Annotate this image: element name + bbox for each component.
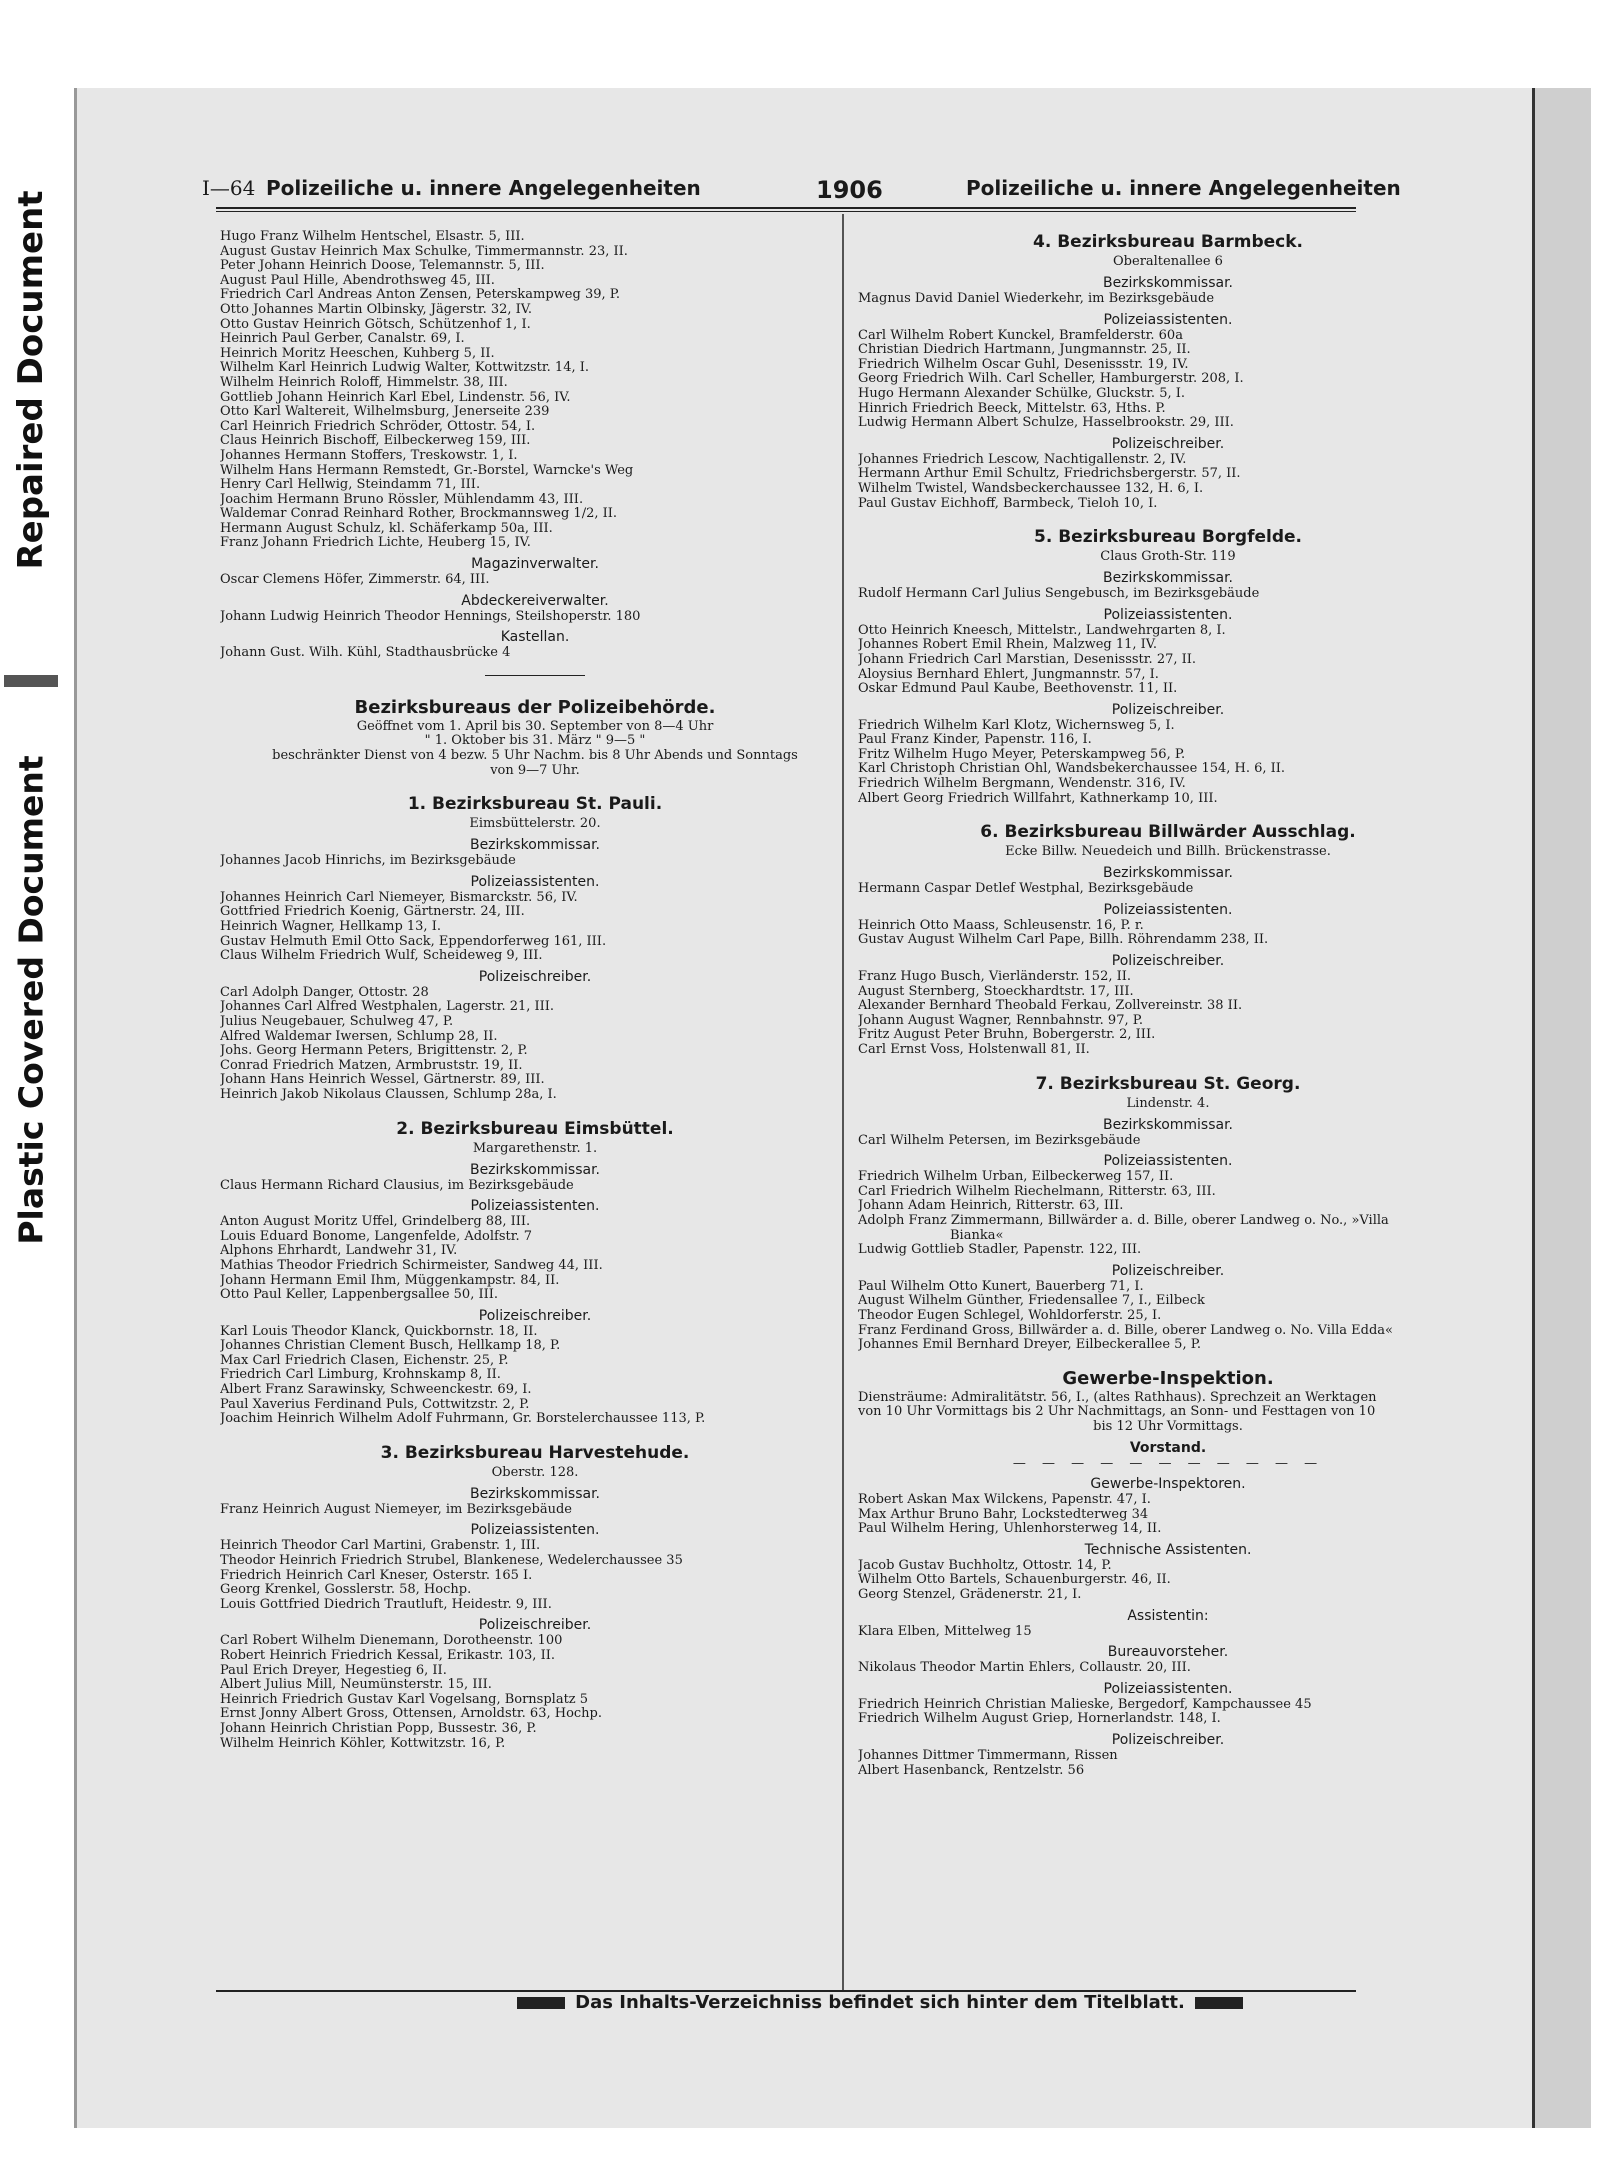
list-item: Carl Ernst Voss, Holstenwall 81, II. xyxy=(858,1043,1090,1057)
list-item: Franz Johann Friedrich Lichte, Heuberg 15, IV. xyxy=(220,536,531,551)
list-item: Johann August Wagner, Rennbahnstr. 97, P. xyxy=(858,1013,1143,1028)
list-item: Fritz Wilhelm Hugo Meyer, Peterskampweg 56, P. xyxy=(858,747,1186,762)
list-item: Georg Friedrich Wilh. Carl Scheller, Hamburgerstr. 208, I. xyxy=(858,372,1244,387)
list-item: Friedrich Wilhelm Karl Klotz, Wichernsweg 5, I. xyxy=(858,718,1175,733)
kommissar-heading: Bezirkskommissar. xyxy=(1102,275,1234,291)
page-header xyxy=(196,176,1401,206)
list-item: Friedrich Carl Limburg, Krohnskamp 8, II. xyxy=(220,1368,501,1383)
list-item: Hermann Caspar Detlef Westphal, Bezirksgebäude xyxy=(858,882,1194,897)
right-column xyxy=(858,230,1478,2000)
bureau-5-address: Claus Groth-Str. 119 xyxy=(1100,549,1236,565)
list-item: Wilhelm Hans Hermann Remstedt, Gr.-Borstel, Warncke's Weg xyxy=(220,463,634,478)
list-item: Friedrich Heinrich Carl Kneser, Osterstr. 165 I. xyxy=(220,1568,533,1583)
bureau-2-title: 2. Bezirksbureau Eimsbüttel. xyxy=(396,1118,674,1139)
pointing-hand-icon xyxy=(1195,1997,1243,2009)
bureau-2-address: Margarethenstr. 1. xyxy=(472,1140,598,1156)
list-item: Friedrich Wilhelm Bergmann, Wendenstr. 316, IV. xyxy=(858,777,1186,792)
list-item: Franz Heinrich August Niemeyer, im Bezirksgebäude xyxy=(220,1502,572,1517)
list-item: Johann Gust. Wilh. Kühl, Stadthausbrücke 4 xyxy=(220,646,511,661)
list-item: Johann Adam Heinrich, Ritterstr. 63, III. xyxy=(858,1199,1124,1214)
list-item: Paul Gustav Eichhoff, Barmbeck, Tieloh 10, I. xyxy=(858,496,1158,511)
list-item: Franz Ferdinand Gross, Billwärder a. d. Bille, oberer Landweg o. No. Villa Edda« xyxy=(858,1323,1393,1338)
list-item: Paul Xaverius Ferdinand Puls, Cottwitzstr. 2, P. xyxy=(220,1397,530,1412)
schreiber-heading: Polizeischreiber. xyxy=(478,1617,592,1634)
list-item: Wilhelm Heinrich Roloff, Himmelstr. 38, III. xyxy=(220,375,508,390)
list-item: Max Carl Friedrich Clasen, Eichenstr. 25, P. xyxy=(220,1353,509,1368)
assist-heading: Polizeiassistenten. xyxy=(1103,1680,1233,1697)
list-item: Karl Louis Theodor Klanck, Quickbornstr. 18, II. xyxy=(220,1324,538,1339)
list-item: Aloysius Bernhard Ehlert, Jungmannstr. 57, I. xyxy=(858,667,1159,682)
pointing-hand-icon xyxy=(517,1997,565,2009)
assist-heading: Polizeiassistenten. xyxy=(470,1198,600,1215)
list-item: Magnus David Daniel Wiederkehr, im Bezirksgebäude xyxy=(858,292,1215,306)
inspektoren-heading: Gewerbe-Inspektoren. xyxy=(1090,1476,1246,1493)
bezirk-title: Bezirksbureaus der Polizeibehörde. xyxy=(354,696,716,718)
year: 1906 xyxy=(816,176,883,204)
section-divider xyxy=(485,675,585,676)
list-item: Louis Eduard Bonome, Langenfelde, Adolfstr. 7 xyxy=(220,1229,533,1244)
bureau-6-title: 6. Bezirksbureau Billwärder Ausschlag. xyxy=(980,822,1356,843)
list-item: August Wilhelm Günther, Friedensallee 7, I., Eilbeck xyxy=(858,1294,1205,1309)
list-item: Otto Paul Keller, Lappenbergsallee 50, III. xyxy=(220,1288,499,1303)
list-item: Julius Neugebauer, Schulweg 47, P. xyxy=(220,1014,454,1029)
right-running-title: Polizeiliche u. innere Angelegenheiten xyxy=(966,176,1401,200)
list-item: Henry Carl Hellwig, Steindamm 71, III. xyxy=(220,478,481,493)
list-item: Gottfried Friedrich Koenig, Gärtnerstr. 24, III. xyxy=(220,905,525,920)
kastellan-heading: Kastellan. xyxy=(500,629,570,646)
bureau-3-address: Oberstr. 128. xyxy=(491,1464,579,1480)
abdecker-heading: Abdeckereiverwalter. xyxy=(461,592,609,609)
list-item: Hugo Hermann Alexander Schülke, Gluckstr. 5, I. xyxy=(858,386,1185,401)
list-item: Wilhelm Heinrich Köhler, Kottwitzstr. 16, P. xyxy=(220,1736,506,1751)
list-item: Max Arthur Bruno Bahr, Lockstedterweg 34 xyxy=(858,1507,1149,1522)
list-item: Ludwig Hermann Albert Schulze, Hasselbrookstr. 29, III. xyxy=(858,416,1234,431)
list-item: Friedrich Heinrich Christian Malieske, Bergedorf, Kampchaussee 45 xyxy=(858,1697,1312,1712)
list-item: Theodor Heinrich Friedrich Strubel, Blankenese, Wedelerchaussee 35 xyxy=(220,1554,683,1569)
list-item: Carl Friedrich Wilhelm Riechelmann, Ritterstr. 63, III. xyxy=(858,1184,1216,1199)
list-item: Paul Wilhelm Hering, Uhlenhorsterweg 14, II. xyxy=(858,1522,1162,1537)
list-item: Johs. Georg Hermann Peters, Brigittenstr. 2, P. xyxy=(220,1044,528,1059)
list-item: Wilhelm Otto Bartels, Schauenburgerstr. 46, II. xyxy=(858,1573,1171,1588)
list-item: Friedrich Wilhelm Urban, Eilbeckerweg 157, II. xyxy=(858,1170,1174,1185)
list-item: Alexander Bernhard Theobald Ferkau, Zollvereinstr. 38 II. xyxy=(858,999,1243,1014)
list-item: Ludwig Gottlieb Stadler, Papenstr. 122, III. xyxy=(858,1243,1142,1258)
list-item: Friedrich Wilhelm August Griep, Hornerlandstr. 148, I. xyxy=(858,1712,1221,1727)
list-item: Georg Krenkel, Gosslerstr. 58, Hochp. xyxy=(220,1583,472,1598)
assist-heading: Polizeiassistenten. xyxy=(1103,901,1233,918)
list-item: Johannes Hermann Stoffers, Treskowstr. 1, I. xyxy=(220,448,518,463)
gewerbe-dienst: bis 12 Uhr Vormittags. xyxy=(1093,1418,1243,1434)
assist-heading: Polizeiassistenten. xyxy=(1103,311,1233,328)
list-item: Fritz August Peter Bruhn, Bobergerstr. 2, III. xyxy=(858,1028,1156,1043)
vorstand-dashes: — — — — — — — — — — — xyxy=(1012,1455,1324,1471)
list-item: Adolph Franz Zimmermann, Billwärder a. d. Bille, oberer Landweg o. No., »Villa xyxy=(858,1213,1389,1228)
schreiber-heading: Polizeischreiber. xyxy=(478,968,592,985)
kommissar-heading: Bezirkskommissar. xyxy=(469,1485,601,1502)
list-item: Mathias Theodor Friedrich Schirmeister, Sandweg 44, III. xyxy=(220,1258,603,1273)
list-item: Heinrich Theodor Carl Martini, Grabenstr. 1, III. xyxy=(220,1539,541,1554)
list-item: Hugo Franz Wilhelm Hentschel, Elsastr. 5, III. xyxy=(220,230,525,244)
list-item: Johannes Carl Alfred Westphalen, Lagerstr. 21, III. xyxy=(220,1000,555,1015)
technische-heading: Technische Assistenten. xyxy=(1084,1541,1252,1558)
list-item: Hermann Arthur Emil Schultz, Friedrichsbergerstr. 57, II. xyxy=(858,467,1241,482)
sidebar-divider xyxy=(4,675,58,687)
kommissar-heading: Bezirkskommissar. xyxy=(1102,570,1234,587)
list-item: Heinrich Jakob Nikolaus Claussen, Schlump 28a, I. xyxy=(220,1087,557,1102)
list-item: Christian Diedrich Hartmann, Jungmannstr. 25, II. xyxy=(858,343,1191,358)
list-item: Johann Hermann Emil Ihm, Müggenkampstr. 84, II. xyxy=(220,1273,560,1288)
list-item: Johann Ludwig Heinrich Theodor Hennings, Steilshoperstr. 180 xyxy=(220,609,641,624)
list-item: Otto Karl Waltereit, Wilhelmsburg, Jenerseite 239 xyxy=(220,405,550,420)
list-item: Claus Heinrich Bischoff, Eilbeckerweg 159, III. xyxy=(220,434,531,449)
list-item: Carl Robert Wilhelm Dienemann, Dorotheenstr. 100 xyxy=(220,1634,563,1649)
list-item: Bianka« xyxy=(950,1228,1004,1243)
list-item: Hermann August Schulz, kl. Schäferkamp 50a, III. xyxy=(220,521,553,536)
magazin-heading: Magazinverwalter. xyxy=(471,556,599,573)
list-item: Nikolaus Theodor Martin Ehlers, Collaustr. 20, III. xyxy=(858,1661,1191,1676)
list-item: Anton August Moritz Uffel, Grindelberg 88, III. xyxy=(220,1215,531,1230)
list-item: Carl Heinrich Friedrich Schröder, Ottostr. 54, I. xyxy=(220,419,536,434)
list-item: Johann Friedrich Carl Marstian, Desenissstr. 27, II. xyxy=(858,652,1197,667)
header-rule xyxy=(216,207,1356,209)
opening-hours: beschränkter Dienst von 4 bezw. 5 Uhr Nachm. bis 8 Uhr Abends und Sonntags xyxy=(272,748,798,764)
kommissar-heading: Bezirkskommissar. xyxy=(469,837,601,854)
schreiber-heading: Polizeischreiber. xyxy=(1111,1732,1225,1749)
list-item: Johannes Emil Bernhard Dreyer, Eilbeckerallee 5, P. xyxy=(858,1338,1201,1353)
opening-hours: von 9—7 Uhr. xyxy=(490,762,580,778)
list-item: Heinrich Moritz Heeschen, Kuhberg 5, II. xyxy=(220,346,495,361)
list-item: Paul Wilhelm Otto Kunert, Bauerberg 71, I. xyxy=(858,1279,1144,1294)
list-item: Albert Georg Friedrich Willfahrt, Kathnerkamp 10, III. xyxy=(858,791,1218,806)
bureauvorsteher-heading: Bureauvorsteher. xyxy=(1107,1644,1229,1661)
list-item: Oskar Edmund Paul Kaube, Beethovenstr. 11, II. xyxy=(858,682,1178,697)
list-item: Friedrich Carl Andreas Anton Zensen, Peterskampweg 39, P. xyxy=(220,288,620,303)
bureau-1-address: Eimsbüttelerstr. 20. xyxy=(469,816,601,832)
bureau-7-title: 7. Bezirksbureau St. Georg. xyxy=(1035,1073,1301,1094)
list-item: Heinrich Wagner, Hellkamp 13, I. xyxy=(220,920,441,934)
repaired-document-label: Repaired Document xyxy=(11,190,51,570)
header-rule-thin xyxy=(216,211,1356,212)
bureau-5-title: 5. Bezirksbureau Borgfelde. xyxy=(1034,527,1302,548)
list-item: Albert Julius Mill, Neumünsterstr. 15, III. xyxy=(220,1678,492,1693)
bureau-6-address: Ecke Billw. Neuedeich und Billh. Brückenstrasse. xyxy=(1005,844,1331,860)
list-item: Joachim Heinrich Wilhelm Adolf Fuhrmann, Gr. Borstelerchaussee 113, P. xyxy=(220,1412,706,1427)
bureau-1-title: 1. Bezirksbureau St. Pauli. xyxy=(407,794,663,815)
list-item: Gustav August Wilhelm Carl Pape, Billh. Röhrendamm 238, II. xyxy=(858,933,1269,948)
list-item: Theodor Eugen Schlegel, Wohldorferstr. 25, I. xyxy=(858,1308,1162,1323)
page-number: I—64 xyxy=(202,176,256,200)
list-item: Franz Hugo Busch, Vierländerstr. 152, II. xyxy=(858,970,1132,985)
list-item: Robert Heinrich Friedrich Kessal, Erikastr. 103, II. xyxy=(220,1649,555,1663)
left-column xyxy=(220,230,850,2000)
opening-hours: Geöffnet vom 1. April bis 30. September von 8—4 Uhr xyxy=(356,718,714,734)
intro-entries xyxy=(220,230,850,551)
footer-note xyxy=(480,1992,1280,2013)
bureau-4-title: 4. Bezirksbureau Barmbeck. xyxy=(1033,232,1303,252)
next-page-edge xyxy=(1532,88,1591,2128)
kommissar-heading: Bezirkskommissar. xyxy=(1102,865,1234,882)
assist-heading: Polizeiassistenten. xyxy=(470,1522,600,1539)
list-item: Claus Wilhelm Friedrich Wulf, Scheideweg 9, III. xyxy=(220,949,543,964)
list-item: Johannes Robert Emil Rhein, Malzweg 11, IV. xyxy=(858,638,1158,653)
list-item: August Paul Hille, Abendrothsweg 45, III. xyxy=(220,273,495,288)
kommissar-heading: Bezirkskommissar. xyxy=(469,1161,601,1178)
list-item: Georg Stenzel, Grädenerstr. 21, I. xyxy=(858,1588,1082,1603)
list-item: Johannes Jacob Hinrichs, im Bezirksgebäude xyxy=(220,854,516,869)
gewerbe-dienst: Diensträume: Admiralitätstr. 56, I., (altes Rathhaus). Sprechzeit an Werktagen xyxy=(858,1390,1377,1405)
list-item: Heinrich Otto Maass, Schleusenstr. 16, P. r. xyxy=(858,918,1144,933)
list-item: Heinrich Paul Gerber, Canalstr. 69, I. xyxy=(220,332,465,347)
list-item: Gustav Helmuth Emil Otto Sack, Eppendorferweg 161, III. xyxy=(220,934,607,949)
list-item: Karl Christoph Christian Ohl, Wandsbekerchaussee 154, H. 6, II. xyxy=(858,762,1286,777)
bureau-4-address: Oberaltenallee 6 xyxy=(1113,254,1223,269)
schreiber-heading: Polizeischreiber. xyxy=(1111,953,1225,970)
list-item: Jacob Gustav Buchholtz, Ottostr. 14, P. xyxy=(858,1558,1112,1573)
list-item: Alfred Waldemar Iwersen, Schlump 28, II. xyxy=(220,1029,498,1044)
bureau-7-address: Lindenstr. 4. xyxy=(1126,1095,1210,1111)
list-item: Johann Heinrich Christian Popp, Bussestr. 36, P. xyxy=(220,1721,537,1736)
gewerbe-dienst: von 10 Uhr Vormittags bis 2 Uhr Nachmittags, an Sonn- und Festtagen von 10 xyxy=(858,1405,1376,1420)
document-status-sidebar xyxy=(0,130,62,1245)
list-item: Otto Heinrich Kneesch, Mittelstr., Landwehrgarten 8, I. xyxy=(858,623,1226,638)
list-item: Rudolf Hermann Carl Julius Sengebusch, im Bezirksgebäude xyxy=(858,587,1260,602)
list-item: Peter Johann Heinrich Doose, Telemannstr. 5, III. xyxy=(220,259,545,274)
opening-hours: " 1. Oktober bis 31. März " 9—5 " xyxy=(424,733,646,749)
list-item: Otto Johannes Martin Olbinsky, Jägerstr. 32, IV. xyxy=(220,302,533,317)
list-item: Carl Wilhelm Robert Kunckel, Bramfelderstr. 60a xyxy=(858,328,1183,343)
schreiber-heading: Polizeischreiber. xyxy=(1111,435,1225,452)
list-item: Wilhelm Karl Heinrich Ludwig Walter, Kottwitzstr. 14, I. xyxy=(220,361,590,376)
list-item: Oscar Clemens Höfer, Zimmerstr. 64, III. xyxy=(220,573,490,588)
gewerbe-title: Gewerbe-Inspektion. xyxy=(1062,1367,1274,1389)
list-item: Carl Wilhelm Petersen, im Bezirksgebäude xyxy=(858,1133,1141,1148)
assist-heading: Polizeiassistenten. xyxy=(470,873,600,890)
bureau-3-title: 3. Bezirksbureau Harvestehude. xyxy=(380,1442,690,1463)
list-item: Waldemar Conrad Reinhard Rother, Brockmannsweg 1/2, II. xyxy=(220,507,618,522)
vorstand-heading: Vorstand. xyxy=(1129,1439,1207,1456)
list-item: Heinrich Friedrich Gustav Karl Vogelsang, Bornsplatz 5 xyxy=(220,1692,589,1707)
list-item: Johannes Heinrich Carl Niemeyer, Bismarckstr. 56, IV. xyxy=(220,890,578,905)
list-item: Otto Gustav Heinrich Götsch, Schützenhof 1, I. xyxy=(220,317,531,332)
schreiber-heading: Polizeischreiber. xyxy=(1111,1262,1225,1279)
list-item: Carl Adolph Danger, Ottostr. 28 xyxy=(220,985,429,1000)
list-item: August Sternberg, Stoeckhardtstr. 17, III. xyxy=(858,984,1134,999)
list-item: Johannes Dittmer Timmermann, Rissen xyxy=(858,1749,1118,1764)
list-item: Conrad Friedrich Matzen, Armbruststr. 19, II. xyxy=(220,1058,523,1073)
list-item: Wilhelm Twistel, Wandsbeckerchaussee 132, H. 6, I. xyxy=(858,481,1204,496)
list-item: Albert Hasenbanck, Rentzelstr. 56 xyxy=(858,1763,1085,1778)
list-item: Claus Hermann Richard Clausius, im Bezirksgebäude xyxy=(220,1178,574,1193)
plastic-covered-label: Plastic Covered Document xyxy=(11,755,51,1245)
list-item: Paul Erich Dreyer, Hegestieg 6, II. xyxy=(220,1663,447,1678)
list-item: Louis Gottfried Diedrich Trautluft, Heidestr. 9, III. xyxy=(220,1597,552,1612)
list-item: Paul Franz Kinder, Papenstr. 116, I. xyxy=(858,733,1092,748)
list-item: August Gustav Heinrich Max Schulke, Timmermannstr. 23, II. xyxy=(220,244,628,259)
assist-heading: Polizeiassistenten. xyxy=(1103,1153,1233,1170)
list-item: Gottlieb Johann Heinrich Karl Ebel, Lindenstr. 56, IV. xyxy=(220,390,571,405)
list-item: Johannes Friedrich Lescow, Nachtigallenstr. 2, IV. xyxy=(858,452,1187,467)
list-item: Ernst Jonny Albert Gross, Ottensen, Arnoldstr. 63, Hochp. xyxy=(220,1707,603,1722)
list-item: Alphons Ehrhardt, Landwehr 31, IV. xyxy=(220,1244,458,1259)
list-item: Friedrich Wilhelm Oscar Guhl, Desenissstr. 19, IV. xyxy=(858,357,1189,372)
list-item: Robert Askan Max Wilckens, Papenstr. 47, I. xyxy=(858,1493,1151,1508)
schreiber-heading: Polizeischreiber. xyxy=(1111,701,1225,718)
list-item: Albert Franz Sarawinsky, Schweenckestr. 69, I. xyxy=(220,1383,532,1398)
schreiber-heading: Polizeischreiber. xyxy=(478,1307,592,1324)
assist-heading: Polizeiassistenten. xyxy=(1103,606,1233,623)
list-item: Hinrich Friedrich Beeck, Mittelstr. 63, Hths. P. xyxy=(858,401,1166,416)
assistentin-heading: Assistentin: xyxy=(1127,1607,1209,1624)
list-item: Klara Elben, Mittelweg 15 xyxy=(858,1624,1032,1639)
left-running-title: Polizeiliche u. innere Angelegenheiten xyxy=(266,176,701,200)
kommissar-heading: Bezirkskommissar. xyxy=(1102,1116,1234,1133)
footer-text: Das Inhalts-Verzeichniss befindet sich hinter dem Titelblatt. xyxy=(575,1992,1185,2013)
list-item: Johannes Christian Clement Busch, Hellkamp 18, P. xyxy=(220,1339,561,1354)
list-item: Johann Hans Heinrich Wessel, Gärtnerstr. 89, III. xyxy=(220,1073,545,1088)
list-item: Joachim Hermann Bruno Rössler, Mühlendamm 43, III. xyxy=(220,492,584,507)
